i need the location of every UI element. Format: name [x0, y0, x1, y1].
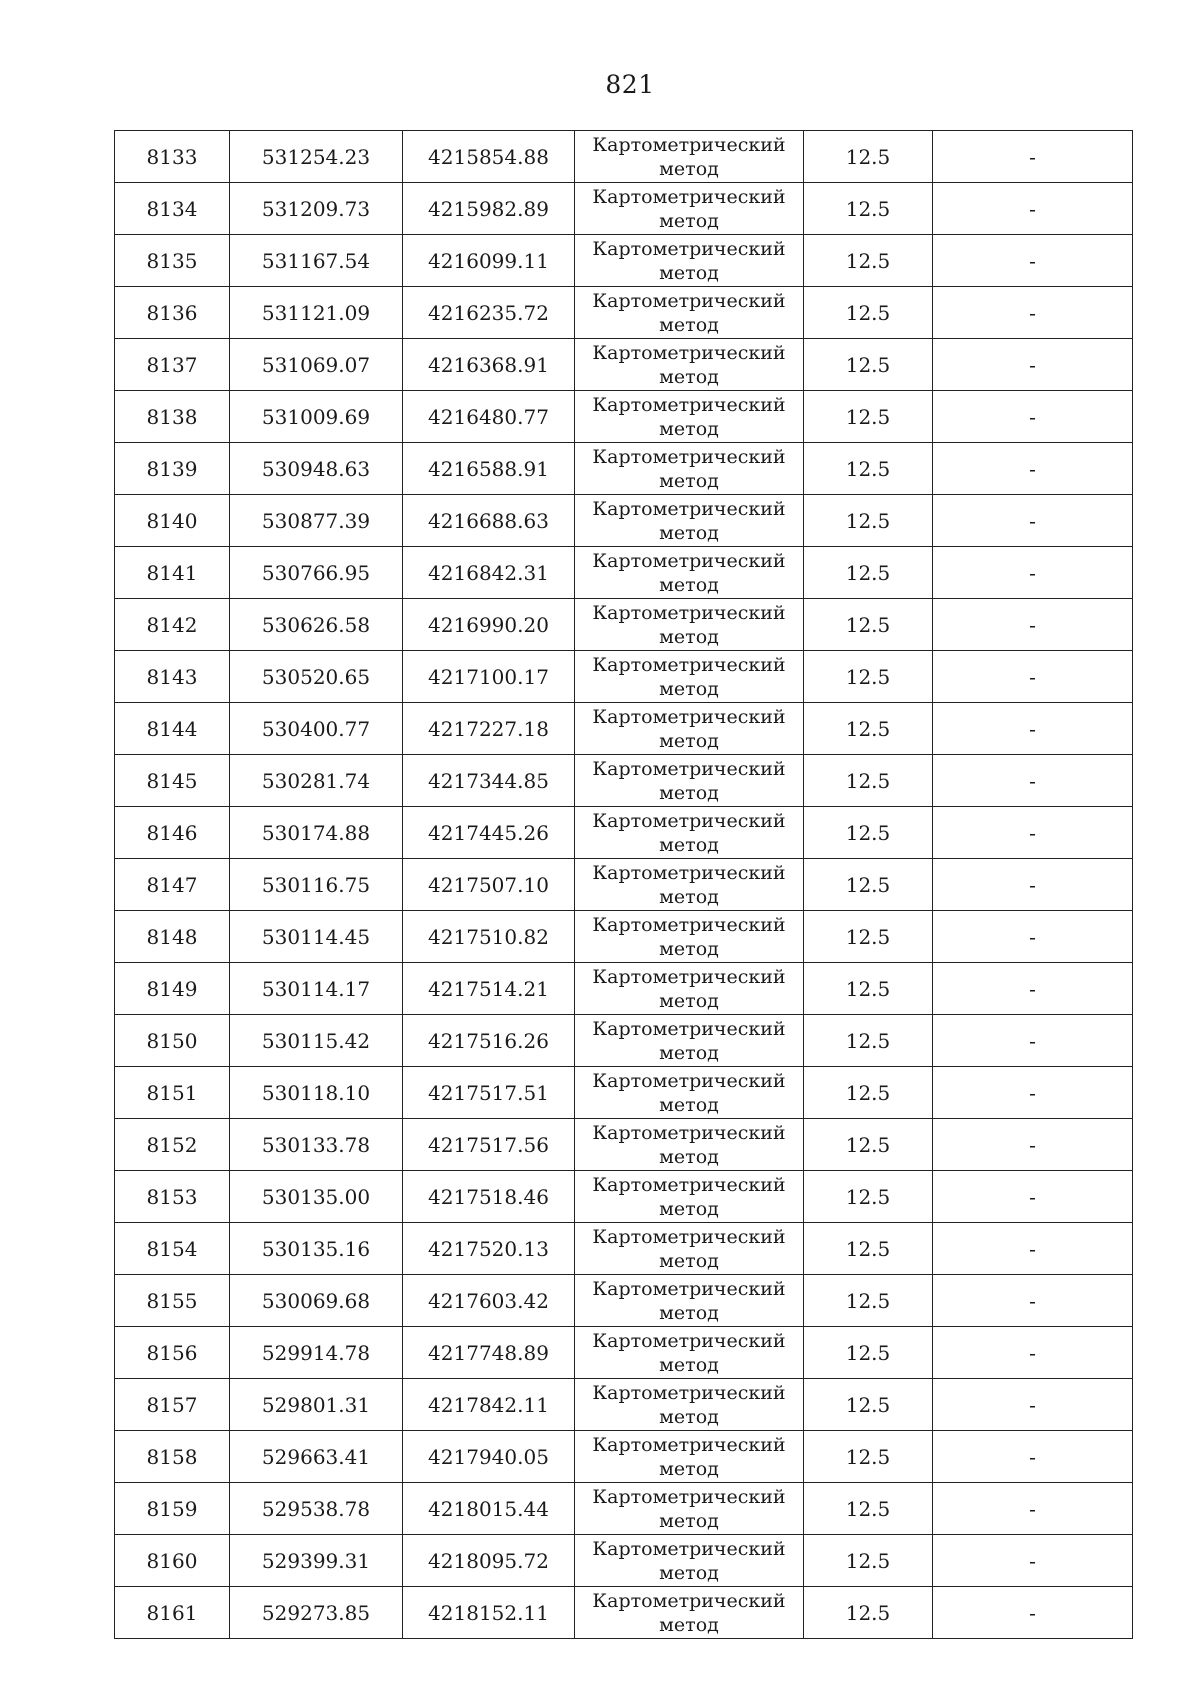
table-row [115, 755, 1133, 807]
method-text-line: Картометрический [592, 653, 786, 676]
cell-method [575, 1327, 804, 1379]
cell-x-coordinate: 530116.75 [230, 859, 403, 911]
cell-note: - [933, 287, 1133, 339]
cell-accuracy: 12.5 [804, 1015, 933, 1067]
table-row [115, 1431, 1133, 1483]
cell-y-coordinate: 4217603.42 [403, 1275, 575, 1327]
cell-y-coordinate: 4217842.11 [403, 1379, 575, 1431]
cell-accuracy: 12.5 [804, 235, 933, 287]
cell-note: - [933, 1327, 1133, 1379]
method-text-line: метод [659, 1145, 719, 1168]
method-text-line: Картометрический [592, 1381, 786, 1404]
cell-note: - [933, 1483, 1133, 1535]
method-text-line: метод [659, 937, 719, 960]
table-row [115, 1379, 1133, 1431]
table-row [115, 287, 1133, 339]
cell-y-coordinate: 4216588.91 [403, 443, 575, 495]
table-row [115, 1275, 1133, 1327]
cell-point-number: 8135 [115, 235, 230, 287]
cell-note: - [933, 1119, 1133, 1171]
method-text-line: метод [659, 1457, 719, 1480]
table-row [115, 963, 1133, 1015]
method-text-line: Картометрический [592, 1433, 786, 1456]
cell-y-coordinate: 4218152.11 [403, 1587, 575, 1639]
cell-method [575, 1535, 804, 1587]
cell-point-number: 8155 [115, 1275, 230, 1327]
cell-y-coordinate: 4215982.89 [403, 183, 575, 235]
cell-method [575, 183, 804, 235]
cell-method [575, 1587, 804, 1639]
cell-accuracy: 12.5 [804, 911, 933, 963]
cell-method [575, 1015, 804, 1067]
table-row [115, 547, 1133, 599]
cell-x-coordinate: 530174.88 [230, 807, 403, 859]
cell-y-coordinate: 4215854.88 [403, 131, 575, 183]
cell-y-coordinate: 4217516.26 [403, 1015, 575, 1067]
cell-method [575, 651, 804, 703]
cell-accuracy: 12.5 [804, 547, 933, 599]
method-text-line: метод [659, 313, 719, 336]
cell-note: - [933, 599, 1133, 651]
cell-note: - [933, 547, 1133, 599]
cell-method [575, 443, 804, 495]
cell-method [575, 235, 804, 287]
table-row [115, 1015, 1133, 1067]
cell-accuracy: 12.5 [804, 703, 933, 755]
method-text-line: метод [659, 1301, 719, 1324]
method-text-line: Картометрический [592, 1017, 786, 1040]
method-text-line: Картометрический [592, 965, 786, 988]
cell-x-coordinate: 529538.78 [230, 1483, 403, 1535]
method-text-line: Картометрический [592, 705, 786, 728]
method-text-line: Картометрический [592, 393, 786, 416]
cell-accuracy: 12.5 [804, 963, 933, 1015]
cell-x-coordinate: 529801.31 [230, 1379, 403, 1431]
method-text-line: Картометрический [592, 757, 786, 780]
cell-y-coordinate: 4217520.13 [403, 1223, 575, 1275]
cell-y-coordinate: 4217748.89 [403, 1327, 575, 1379]
method-text-line: Картометрический [592, 289, 786, 312]
method-text-line: Картометрический [592, 1537, 786, 1560]
method-text-line: метод [659, 677, 719, 700]
cell-method [575, 339, 804, 391]
cell-x-coordinate: 529273.85 [230, 1587, 403, 1639]
table-row [115, 1535, 1133, 1587]
method-text-line: Картометрический [592, 185, 786, 208]
cell-y-coordinate: 4217517.56 [403, 1119, 575, 1171]
method-text-line: метод [659, 781, 719, 804]
method-text-line: метод [659, 1041, 719, 1064]
cell-x-coordinate: 530400.77 [230, 703, 403, 755]
method-text-line: Картометрический [592, 133, 786, 156]
cell-note: - [933, 391, 1133, 443]
cell-accuracy: 12.5 [804, 1119, 933, 1171]
cell-point-number: 8145 [115, 755, 230, 807]
cell-point-number: 8146 [115, 807, 230, 859]
cell-method [575, 859, 804, 911]
method-text-line: метод [659, 833, 719, 856]
cell-point-number: 8160 [115, 1535, 230, 1587]
method-text-line: метод [659, 1093, 719, 1116]
cell-note: - [933, 859, 1133, 911]
cell-note: - [933, 755, 1133, 807]
cell-point-number: 8152 [115, 1119, 230, 1171]
cell-y-coordinate: 4216368.91 [403, 339, 575, 391]
cell-y-coordinate: 4216235.72 [403, 287, 575, 339]
cell-accuracy: 12.5 [804, 1067, 933, 1119]
cell-accuracy: 12.5 [804, 807, 933, 859]
cell-note: - [933, 703, 1133, 755]
method-text-line: метод [659, 1613, 719, 1636]
method-text-line: метод [659, 573, 719, 596]
cell-method [575, 1379, 804, 1431]
method-text-line: метод [659, 365, 719, 388]
table-row [115, 339, 1133, 391]
cell-note: - [933, 1223, 1133, 1275]
cell-point-number: 8147 [115, 859, 230, 911]
cell-note: - [933, 1379, 1133, 1431]
cell-point-number: 8144 [115, 703, 230, 755]
cell-note: - [933, 1535, 1133, 1587]
table-row [115, 1327, 1133, 1379]
table-row [115, 651, 1133, 703]
cell-x-coordinate: 530135.00 [230, 1171, 403, 1223]
cell-point-number: 8143 [115, 651, 230, 703]
cell-point-number: 8149 [115, 963, 230, 1015]
method-text-line: Картометрический [592, 1277, 786, 1300]
method-text-line: метод [659, 1249, 719, 1272]
method-text-line: Картометрический [592, 549, 786, 572]
cell-x-coordinate: 529399.31 [230, 1535, 403, 1587]
method-text-line: Картометрический [592, 1173, 786, 1196]
cell-method [575, 1275, 804, 1327]
cell-y-coordinate: 4217100.17 [403, 651, 575, 703]
page-number: 821 [605, 70, 655, 99]
cell-note: - [933, 1587, 1133, 1639]
method-text-line: метод [659, 261, 719, 284]
cell-point-number: 8134 [115, 183, 230, 235]
method-text-line: метод [659, 1561, 719, 1584]
cell-x-coordinate: 530118.10 [230, 1067, 403, 1119]
cell-y-coordinate: 4217227.18 [403, 703, 575, 755]
table-row [115, 391, 1133, 443]
cell-x-coordinate: 531069.07 [230, 339, 403, 391]
table-row [115, 703, 1133, 755]
cell-y-coordinate: 4217517.51 [403, 1067, 575, 1119]
cell-accuracy: 12.5 [804, 1431, 933, 1483]
method-text-line: Картометрический [592, 237, 786, 260]
cell-accuracy: 12.5 [804, 1587, 933, 1639]
method-text-line: Картометрический [592, 1069, 786, 1092]
cell-accuracy: 12.5 [804, 391, 933, 443]
cell-y-coordinate: 4216480.77 [403, 391, 575, 443]
cell-point-number: 8141 [115, 547, 230, 599]
cell-point-number: 8154 [115, 1223, 230, 1275]
method-text-line: Картометрический [592, 601, 786, 624]
method-text-line: Картометрический [592, 1225, 786, 1248]
table-row [115, 183, 1133, 235]
cell-note: - [933, 651, 1133, 703]
cell-x-coordinate: 530114.45 [230, 911, 403, 963]
cell-note: - [933, 1015, 1133, 1067]
cell-y-coordinate: 4217510.82 [403, 911, 575, 963]
cell-point-number: 8142 [115, 599, 230, 651]
cell-note: - [933, 131, 1133, 183]
cell-note: - [933, 807, 1133, 859]
cell-note: - [933, 1067, 1133, 1119]
table-row [115, 1119, 1133, 1171]
cell-note: - [933, 963, 1133, 1015]
cell-method [575, 547, 804, 599]
method-text-line: Картометрический [592, 1329, 786, 1352]
table-row [115, 807, 1133, 859]
cell-note: - [933, 443, 1133, 495]
cell-point-number: 8158 [115, 1431, 230, 1483]
cell-method [575, 755, 804, 807]
cell-x-coordinate: 531121.09 [230, 287, 403, 339]
cell-method [575, 703, 804, 755]
cell-method [575, 131, 804, 183]
cell-point-number: 8138 [115, 391, 230, 443]
cell-y-coordinate: 4216688.63 [403, 495, 575, 547]
cell-note: - [933, 235, 1133, 287]
cell-point-number: 8137 [115, 339, 230, 391]
cell-note: - [933, 339, 1133, 391]
method-text-line: Картометрический [592, 341, 786, 364]
table-row [115, 599, 1133, 651]
cell-x-coordinate: 530766.95 [230, 547, 403, 599]
coordinates-table [114, 130, 1133, 1639]
cell-point-number: 8133 [115, 131, 230, 183]
cell-x-coordinate: 530626.58 [230, 599, 403, 651]
cell-accuracy: 12.5 [804, 1275, 933, 1327]
cell-accuracy: 12.5 [804, 859, 933, 911]
cell-x-coordinate: 531209.73 [230, 183, 403, 235]
cell-point-number: 8139 [115, 443, 230, 495]
cell-y-coordinate: 4218095.72 [403, 1535, 575, 1587]
cell-method [575, 1223, 804, 1275]
method-text-line: метод [659, 157, 719, 180]
cell-x-coordinate: 531254.23 [230, 131, 403, 183]
method-text-line: метод [659, 1197, 719, 1220]
cell-y-coordinate: 4217518.46 [403, 1171, 575, 1223]
cell-accuracy: 12.5 [804, 339, 933, 391]
cell-accuracy: 12.5 [804, 1327, 933, 1379]
cell-x-coordinate: 530520.65 [230, 651, 403, 703]
cell-method [575, 1431, 804, 1483]
table-row [115, 131, 1133, 183]
method-text-line: метод [659, 1509, 719, 1532]
cell-method [575, 911, 804, 963]
cell-x-coordinate: 530069.68 [230, 1275, 403, 1327]
cell-accuracy: 12.5 [804, 443, 933, 495]
cell-accuracy: 12.5 [804, 495, 933, 547]
method-text-line: Картометрический [592, 913, 786, 936]
table-row [115, 911, 1133, 963]
cell-accuracy: 12.5 [804, 755, 933, 807]
table-row [115, 1067, 1133, 1119]
table-row [115, 443, 1133, 495]
cell-accuracy: 12.5 [804, 1223, 933, 1275]
cell-method [575, 1171, 804, 1223]
cell-x-coordinate: 530135.16 [230, 1223, 403, 1275]
cell-point-number: 8148 [115, 911, 230, 963]
cell-accuracy: 12.5 [804, 287, 933, 339]
cell-point-number: 8140 [115, 495, 230, 547]
cell-method [575, 391, 804, 443]
cell-x-coordinate: 531167.54 [230, 235, 403, 287]
cell-y-coordinate: 4217940.05 [403, 1431, 575, 1483]
method-text-line: метод [659, 885, 719, 908]
cell-accuracy: 12.5 [804, 183, 933, 235]
method-text-line: метод [659, 1353, 719, 1376]
cell-y-coordinate: 4216990.20 [403, 599, 575, 651]
method-text-line: Картометрический [592, 809, 786, 832]
method-text-line: Картометрический [592, 445, 786, 468]
cell-x-coordinate: 530133.78 [230, 1119, 403, 1171]
cell-x-coordinate: 529914.78 [230, 1327, 403, 1379]
table-body [115, 131, 1133, 1639]
method-text-line: метод [659, 1405, 719, 1428]
cell-y-coordinate: 4218015.44 [403, 1483, 575, 1535]
cell-method [575, 807, 804, 859]
method-text-line: Картометрический [592, 861, 786, 884]
cell-method [575, 495, 804, 547]
table-row [115, 1483, 1133, 1535]
cell-x-coordinate: 530948.63 [230, 443, 403, 495]
cell-accuracy: 12.5 [804, 651, 933, 703]
cell-y-coordinate: 4217514.21 [403, 963, 575, 1015]
cell-note: - [933, 495, 1133, 547]
method-text-line: метод [659, 417, 719, 440]
cell-accuracy: 12.5 [804, 1171, 933, 1223]
cell-note: - [933, 183, 1133, 235]
cell-point-number: 8150 [115, 1015, 230, 1067]
cell-note: - [933, 911, 1133, 963]
cell-note: - [933, 1431, 1133, 1483]
cell-y-coordinate: 4217344.85 [403, 755, 575, 807]
cell-y-coordinate: 4216099.11 [403, 235, 575, 287]
cell-x-coordinate: 531009.69 [230, 391, 403, 443]
method-text-line: метод [659, 989, 719, 1012]
cell-accuracy: 12.5 [804, 131, 933, 183]
cell-note: - [933, 1171, 1133, 1223]
method-text-line: метод [659, 209, 719, 232]
cell-x-coordinate: 530281.74 [230, 755, 403, 807]
cell-y-coordinate: 4217507.10 [403, 859, 575, 911]
table-row [115, 235, 1133, 287]
cell-point-number: 8161 [115, 1587, 230, 1639]
method-text-line: Картометрический [592, 497, 786, 520]
method-text-line: метод [659, 625, 719, 648]
cell-x-coordinate: 530114.17 [230, 963, 403, 1015]
cell-point-number: 8156 [115, 1327, 230, 1379]
cell-x-coordinate: 530115.42 [230, 1015, 403, 1067]
cell-point-number: 8153 [115, 1171, 230, 1223]
cell-accuracy: 12.5 [804, 1379, 933, 1431]
cell-method [575, 963, 804, 1015]
cell-y-coordinate: 4217445.26 [403, 807, 575, 859]
method-text-line: Картометрический [592, 1589, 786, 1612]
cell-accuracy: 12.5 [804, 1535, 933, 1587]
cell-x-coordinate: 529663.41 [230, 1431, 403, 1483]
cell-accuracy: 12.5 [804, 599, 933, 651]
method-text-line: метод [659, 469, 719, 492]
method-text-line: Картометрический [592, 1485, 786, 1508]
method-text-line: Картометрический [592, 1121, 786, 1144]
cell-point-number: 8151 [115, 1067, 230, 1119]
table-row [115, 1171, 1133, 1223]
cell-method [575, 599, 804, 651]
method-text-line: метод [659, 521, 719, 544]
cell-point-number: 8157 [115, 1379, 230, 1431]
cell-method [575, 1483, 804, 1535]
method-text-line: метод [659, 729, 719, 752]
table-row [115, 1587, 1133, 1639]
cell-method [575, 287, 804, 339]
table-row [115, 859, 1133, 911]
cell-point-number: 8136 [115, 287, 230, 339]
cell-method [575, 1067, 804, 1119]
cell-note: - [933, 1275, 1133, 1327]
table-row [115, 1223, 1133, 1275]
cell-method [575, 1119, 804, 1171]
cell-accuracy: 12.5 [804, 1483, 933, 1535]
cell-point-number: 8159 [115, 1483, 230, 1535]
cell-y-coordinate: 4216842.31 [403, 547, 575, 599]
table-row [115, 495, 1133, 547]
cell-x-coordinate: 530877.39 [230, 495, 403, 547]
